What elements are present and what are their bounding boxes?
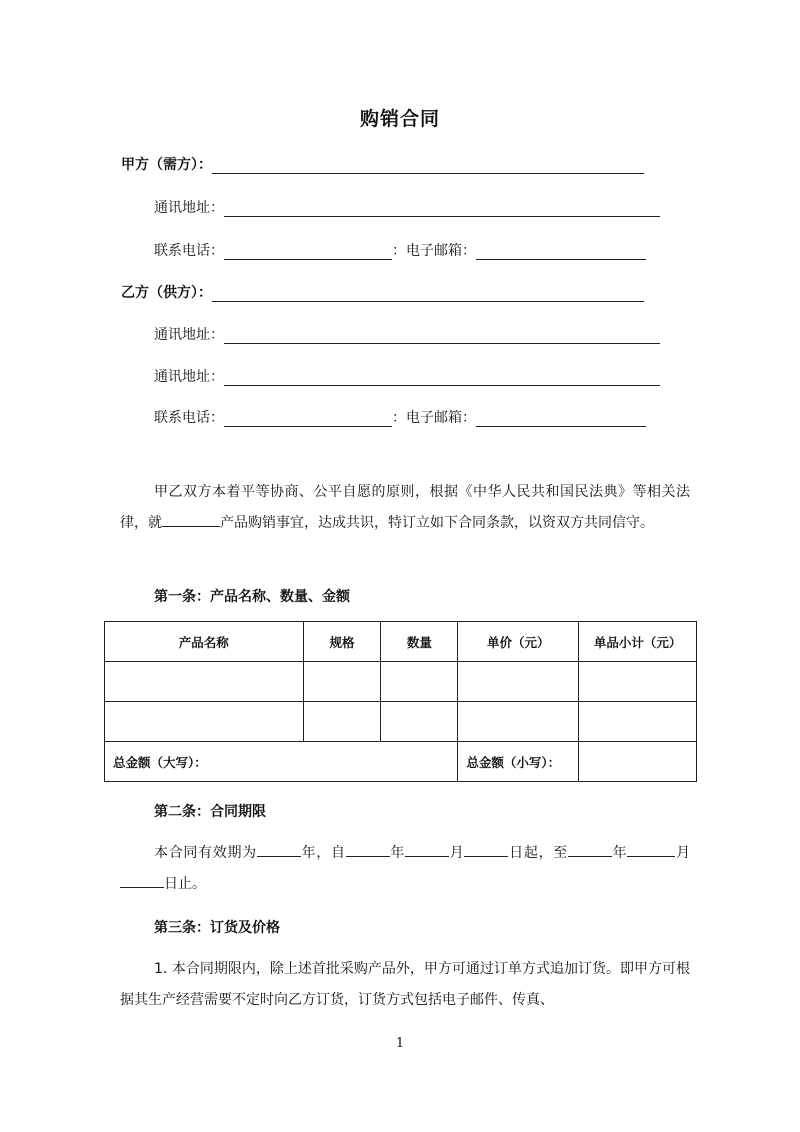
article-3-paragraph: 1. 本合同期限内，除上述首批采购产品外，甲方可通过订单方式追加订货。即甲方可根据其生产经营需要不定时向乙方订货，订货方式包括电子邮件、传真、	[120, 961, 690, 1008]
term-text-4: 月	[449, 845, 465, 861]
party-b-row	[121, 278, 644, 302]
table-header-row	[105, 622, 697, 662]
col-quantity: 数量	[381, 622, 458, 662]
table-cell[interactable]	[579, 702, 697, 742]
party-a-field[interactable]	[212, 156, 644, 174]
party-a-address-label: 通讯地址：	[154, 200, 224, 216]
party-b-label: 乙方（供方）：	[121, 285, 212, 301]
party-b-address2-field[interactable]	[224, 368, 660, 386]
page-number: 1	[395, 1036, 405, 1051]
total-upper-label[interactable]: 总金额（大写）：	[105, 742, 458, 782]
party-a-address-field[interactable]	[224, 199, 660, 217]
party-a-phone-field[interactable]	[224, 242, 392, 260]
term-text-1: 本合同有效期为	[154, 845, 257, 861]
party-b-email-field[interactable]	[476, 409, 646, 427]
col-unit-price: 单价（元）	[458, 622, 579, 662]
party-b-address1-field[interactable]	[224, 326, 660, 344]
term-text-7: 月	[675, 845, 691, 861]
party-b-contact-row	[154, 403, 646, 427]
table-cell[interactable]	[105, 702, 304, 742]
party-a-label: 甲方（需方）：	[121, 157, 212, 173]
start-day-blank[interactable]	[464, 840, 508, 857]
table-cell[interactable]	[303, 662, 381, 702]
col-spec: 规格	[303, 622, 381, 662]
total-lower-label: 总金额（小写）：	[458, 742, 579, 782]
party-a-phone-label: 联系电话：	[154, 243, 224, 259]
term-years-blank[interactable]	[257, 840, 301, 857]
col-subtotal: 单品小计（元）	[579, 622, 697, 662]
term-text-8: 日止。	[164, 876, 206, 892]
table-row	[105, 702, 697, 742]
table-cell[interactable]	[458, 702, 579, 742]
table-cell[interactable]	[381, 702, 458, 742]
term-text-2: 年，自	[300, 845, 346, 861]
article-3-heading: 第三条：订货及价格	[154, 920, 280, 936]
intro-text-2: 产品购销事宜，达成共识，特订立如下合同条款，以资双方共同信守。	[220, 515, 654, 531]
table-cell[interactable]	[381, 662, 458, 702]
term-text-6: 年	[611, 845, 628, 861]
contract-title: 购销合同	[359, 108, 440, 130]
start-year-blank[interactable]	[346, 840, 390, 857]
party-a-email-field[interactable]	[476, 242, 646, 260]
table-cell[interactable]	[105, 662, 304, 702]
party-a-email-label: ：电子邮箱：	[392, 243, 476, 259]
table-cell[interactable]	[458, 662, 579, 702]
product-table	[104, 621, 697, 782]
end-year-blank[interactable]	[568, 840, 612, 857]
table-cell[interactable]	[303, 702, 381, 742]
party-b-phone-label: 联系电话：	[154, 410, 224, 426]
article-2-heading: 第二条：合同期限	[154, 804, 266, 820]
party-a-row	[121, 150, 644, 174]
article-2-paragraph	[120, 838, 690, 900]
end-month-blank[interactable]	[627, 840, 675, 857]
party-b-address1-row	[154, 320, 660, 344]
party-b-phone-field[interactable]	[224, 409, 392, 427]
party-b-address2-label: 通讯地址：	[154, 369, 224, 385]
total-lower-value[interactable]	[579, 742, 697, 782]
article-1-heading: 第一条：产品名称、数量、金额	[154, 589, 350, 605]
party-a-contact-row	[154, 236, 646, 260]
total-row	[105, 742, 697, 782]
table-cell[interactable]	[579, 662, 697, 702]
table-row	[105, 662, 697, 702]
term-text-3: 年	[389, 845, 406, 861]
party-b-address2-row	[154, 362, 660, 386]
party-a-address-row	[154, 193, 660, 217]
col-product-name: 产品名称	[105, 622, 304, 662]
party-b-field[interactable]	[212, 284, 644, 302]
party-b-email-label: ：电子邮箱：	[392, 410, 476, 426]
intro-text-1: 甲乙双方本着平等协商、公平自愿的原则，根据《中华人民共和国民法典》等相关法律，就	[120, 484, 690, 531]
product-blank[interactable]	[162, 510, 220, 527]
start-month-blank[interactable]	[405, 840, 449, 857]
end-day-blank[interactable]	[120, 871, 164, 888]
party-b-address1-label: 通讯地址：	[154, 327, 224, 343]
term-text-5: 日起，至	[508, 845, 568, 861]
intro-paragraph	[120, 477, 690, 539]
